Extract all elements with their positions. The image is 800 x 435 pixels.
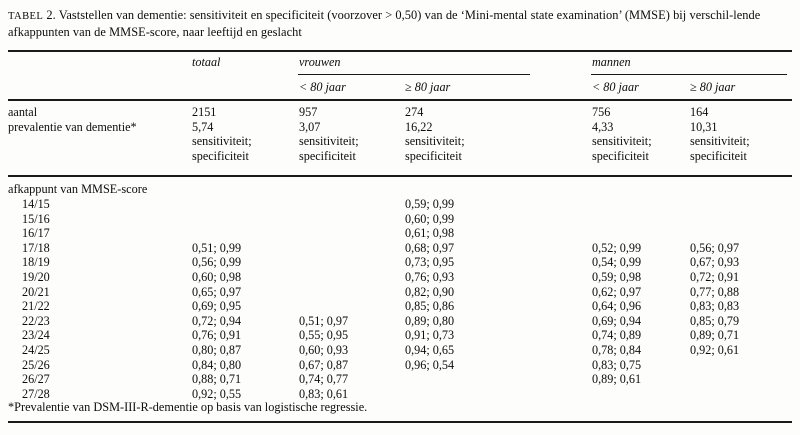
table-cell: 0,96; 0,54 [405, 357, 455, 372]
table-caption [8, 8, 792, 40]
table-cell [690, 372, 739, 387]
table-cell [299, 285, 348, 300]
rule-group-mannen [591, 74, 787, 75]
table-cell: 0,60; 0,99 [405, 211, 455, 226]
table-cell: 0,84; 0,80 [192, 357, 242, 372]
summary-sensitiviteit-vrouwen-ge80: sensitiviteit; [405, 134, 465, 149]
table-cell [690, 212, 739, 227]
summary-aantal-totaal: 2151 [192, 105, 217, 119]
table-cell: 0,51; 0,97 [299, 313, 349, 328]
rule-top [8, 50, 792, 52]
row-label-cell: 21/22 [22, 299, 50, 314]
summary-specificiteit-totaal: specificiteit [192, 148, 249, 163]
table-cell [592, 212, 641, 227]
table-cell: 0,51; 0,99 [192, 240, 242, 255]
table-cell: 0,52; 0,99 [592, 240, 642, 255]
table-cell: 0,61; 0,98 [405, 226, 455, 241]
summary-col-vrouwen-lt80 [299, 105, 359, 163]
summary-prevalentie-mannen-ge80: 10,31 [690, 119, 718, 134]
table-cell: 0,68; 0,97 [405, 240, 455, 255]
summary-label-prevalentie: prevalentie van dementie* [8, 119, 137, 134]
table-cell: 0,89; 0,71 [690, 328, 740, 343]
table-cell: 0,92; 0,55 [192, 386, 242, 401]
table-cell: 0,85; 0,86 [405, 299, 455, 314]
table-cell [592, 226, 641, 241]
table-cell: 0,91; 0,73 [405, 328, 455, 343]
summary-col-mannen-ge80 [690, 105, 750, 163]
header-totaal: totaal [192, 55, 221, 69]
rule-group-vrouwen [298, 74, 530, 75]
table-cell [299, 270, 348, 285]
table-cell: 0,89; 0,61 [592, 372, 642, 387]
table-cell: 0,83; 0,61 [299, 386, 349, 401]
summary-specificiteit-mannen-ge80: specificiteit [690, 148, 747, 163]
header-vrouwen-lt80: < 80 jaar [299, 80, 346, 94]
body-col-mannen-lt80 [592, 197, 641, 401]
table-cell: 0,60; 0,98 [192, 269, 242, 284]
table-cell: 0,72; 0,91 [690, 269, 740, 284]
body-col-mannen-ge80 [690, 197, 739, 401]
table-cell: 0,76; 0,91 [192, 328, 242, 343]
table-cell: 0,89; 0,80 [405, 313, 455, 328]
summary-row-labels [8, 105, 137, 134]
table-cell [592, 387, 641, 402]
summary-col-totaal [192, 105, 252, 163]
row-label-cell: 20/21 [22, 284, 50, 299]
table-cell [405, 372, 454, 387]
table-footnote: *Prevalentie van DSM-III-R-dementie op basis van logistische regressie. [8, 400, 368, 414]
table-cell: 0,92; 0,61 [690, 342, 740, 357]
row-label-cell: 18/19 [22, 255, 50, 270]
table-cell: 0,67; 0,87 [299, 357, 349, 372]
table-cell [299, 241, 348, 256]
row-label-cell: 25/26 [22, 357, 50, 372]
table-cell [299, 212, 348, 227]
table-cell: 0,55; 0,95 [299, 328, 349, 343]
table-cell: 0,60; 0,93 [299, 342, 349, 357]
summary-specificiteit-vrouwen-lt80: specificiteit [299, 148, 356, 163]
summary-specificiteit-vrouwen-ge80: specificiteit [405, 148, 462, 163]
summary-sensitiviteit-totaal: sensitiviteit; [192, 134, 252, 149]
table-cell: 0,69; 0,95 [192, 299, 242, 314]
row-label-cell: 26/27 [22, 372, 50, 387]
table-cell [299, 226, 348, 241]
table-cell [192, 212, 241, 227]
summary-prevalentie-vrouwen-lt80: 3,07 [299, 119, 321, 134]
summary-specificiteit-mannen-lt80: specificiteit [592, 148, 649, 163]
row-label-cell: 22/23 [22, 313, 50, 328]
table-cell [299, 299, 348, 314]
row-label-cell: 23/24 [22, 328, 50, 343]
table-cell: 0,69; 0,94 [592, 313, 642, 328]
table-cell: 0,74; 0,77 [299, 372, 349, 387]
table-cell: 0,85; 0,79 [690, 313, 740, 328]
table-cell: 0,59; 0,99 [405, 197, 455, 211]
rule-summary-bottom [8, 175, 792, 177]
row-label-cell: 15/16 [22, 211, 50, 226]
body-col-vrouwen-lt80 [299, 197, 348, 401]
table-cell: 0,82; 0,90 [405, 284, 455, 299]
table-cell: 0,74; 0,89 [592, 328, 642, 343]
row-label-cell: 14/15 [22, 197, 50, 211]
row-label-cell: 17/18 [22, 240, 50, 255]
table-cell: 0,59; 0,98 [592, 269, 642, 284]
rule-header-bottom [8, 99, 792, 101]
table-cell [192, 226, 241, 241]
table-cell [690, 197, 739, 212]
table-cell: 0,88; 0,71 [192, 372, 242, 387]
summary-prevalentie-vrouwen-ge80: 16,22 [405, 119, 433, 134]
table-cell: 0,67; 0,93 [690, 255, 740, 270]
table-cell: 0,56; 0,97 [690, 240, 740, 255]
caption-tabel-word: TABEL [8, 11, 44, 22]
table-cell: 0,73; 0,95 [405, 255, 455, 270]
table-cell: 0,65; 0,97 [192, 284, 242, 299]
table-cell: 0,78; 0,84 [592, 342, 642, 357]
table-cell [690, 226, 739, 241]
summary-col-mannen-lt80 [592, 105, 652, 163]
header-mannen-lt80: < 80 jaar [592, 80, 639, 94]
header-vrouwen-ge80: ≥ 80 jaar [405, 80, 451, 94]
table-cell: 0,54; 0,99 [592, 255, 642, 270]
row-label-cell: 16/17 [22, 226, 50, 241]
summary-col-vrouwen-ge80 [405, 105, 465, 163]
table-cell [690, 358, 739, 373]
body-col-vrouwen-ge80 [405, 197, 454, 401]
header-mannen-ge80: ≥ 80 jaar [690, 80, 736, 94]
table-cell [192, 197, 241, 212]
table-cell: 0,72; 0,94 [192, 313, 242, 328]
summary-aantal-vrouwen-ge80: 274 [405, 105, 424, 119]
table-cell: 0,56; 0,99 [192, 255, 242, 270]
summary-aantal-vrouwen-lt80: 957 [299, 105, 318, 119]
header-group-mannen: mannen [592, 55, 631, 69]
summary-prevalentie-mannen-lt80: 4,33 [592, 119, 614, 134]
row-label-cell: 27/28 [22, 386, 50, 401]
rule-bottom [8, 421, 792, 423]
body-col-totaal [192, 197, 241, 401]
table-cell: 0,62; 0,97 [592, 284, 642, 299]
table-cell [592, 197, 641, 212]
summary-aantal-mannen-lt80: 756 [592, 105, 611, 119]
summary-label-aantal: aantal [8, 105, 38, 119]
summary-aantal-mannen-ge80: 164 [690, 105, 709, 119]
table-cell: 0,83; 0,83 [690, 299, 740, 314]
table-cell: 0,94; 0,65 [405, 342, 455, 357]
row-label-cell: 24/25 [22, 342, 50, 357]
table-cell: 0,77; 0,88 [690, 284, 740, 299]
table-cell: 0,64; 0,96 [592, 299, 642, 314]
summary-prevalentie-totaal: 5,74 [192, 119, 214, 134]
summary-sensitiviteit-vrouwen-lt80: sensitiviteit; [299, 134, 359, 149]
table-cell: 0,83; 0,75 [592, 357, 642, 372]
table-cell: 0,80; 0,87 [192, 342, 242, 357]
body-section-label: afkappunt van MMSE-score [8, 182, 148, 196]
summary-sensitiviteit-mannen-lt80: sensitiviteit; [592, 134, 652, 149]
row-label-cell: 19/20 [22, 269, 50, 284]
summary-sensitiviteit-mannen-ge80: sensitiviteit; [690, 134, 750, 149]
header-group-vrouwen: vrouwen [299, 55, 341, 69]
table-cell [299, 255, 348, 270]
table-cell [299, 197, 348, 212]
table-cell: 0,76; 0,93 [405, 269, 455, 284]
body-row-labels [22, 197, 50, 401]
table-cell [405, 387, 454, 402]
caption-text: 2. Vaststellen van dementie: sensitiviteit en specificiteit (voorzover > 0,50) van de ‘Mini-mental state examination’ (MMSE) bij verschil-lende afkappunten van de MMSE-score, naar leeftijd en geslacht [8, 8, 761, 39]
table-cell [690, 387, 739, 402]
